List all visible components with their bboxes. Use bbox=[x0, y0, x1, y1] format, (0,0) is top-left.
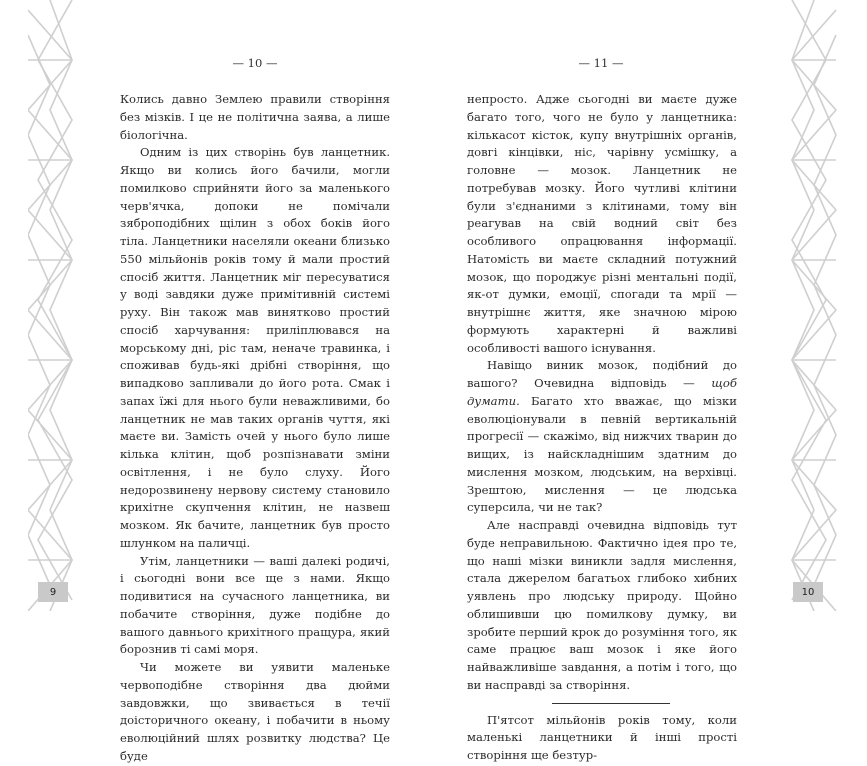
left-paragraph-3: Утім, ланцетники — ваші далекі родичі, і сьогодні вони все ще з нами. Якщо подивитися на сучасного ланцетника, ви побачите створіння, дуже подібне до вашого давнього крихітного пращура, який борознив ті самі моря. bbox=[120, 553, 390, 657]
geometric-border-left bbox=[28, 0, 90, 611]
left-page-header: — 10 — bbox=[232, 56, 278, 70]
left-page-body bbox=[120, 91, 390, 766]
right-page-header: — 11 — bbox=[578, 56, 624, 70]
right-paragraph-2-emphasis: щоб думати bbox=[467, 376, 737, 408]
left-paragraph-1: Колись давно Землею правили створіння без мізків. І це не політична заява, а лише біологічна. bbox=[120, 92, 390, 142]
section-divider bbox=[552, 703, 670, 704]
right-page-number: 10 bbox=[793, 582, 823, 602]
left-page-number: 9 bbox=[38, 582, 68, 602]
right-paragraph-2-end: . Багато хто вважає, що мізки еволюціонували в певній вертикальній прогресії — скажімо, від нижчих тварин до вищих, із найскладнішим здатним до мислення мозком, людським, на верхівці. Зрештою, мислення — це людська суперсила, чи не так? bbox=[467, 393, 737, 515]
right-paragraph-2-start: Навіщо виник мозок, подібний до вашого? Очевидна відповідь — bbox=[467, 358, 737, 390]
right-paragraph-1: непросто. Адже сьогодні ви маєте дуже багато того, чого не було у ланцетника: кількасот кісток, купу внутрішніх органів, довгі кінцівки, ніс, чарівну усмішку, а головне — мозок. Ланцетник не потребував мозку. Його чутливі клітини були з'єднаними з клітинами, тому він реагував на свій водний світ без особливого опрацювання інформації. Натомість ви маєте складний потужний мозок, що породжує різні ментальні події, як-от думки, емоції, спогади та мрії — внутрішнє життя, яке значною мірою формують характерні й важливі особливості вашого існування. bbox=[467, 92, 737, 355]
right-page-body bbox=[467, 91, 737, 765]
geometric-border-right bbox=[776, 0, 838, 611]
right-paragraph-3: Але насправді очевидна відповідь тут буде неправильною. Фактично ідея про те, що наші мізки виникли задля мислення, стала джерелом багатьох глибоко хибних уявлень про людську природу. Щойно облишивши цю помилкову думку, ви зробите перший крок до розуміння того, як саме працює ваш мозок і яке його найважливіше завдання, а потім і того, що ви насправді за створіння. bbox=[467, 518, 737, 692]
right-paragraph-4: П'ятсот мільйонів років тому, коли маленькі ланцетники й інші прості створіння ще безтур- bbox=[467, 712, 737, 762]
left-paragraph-2: Одним із цих створінь був ланцетник. Якщо ви колись його бачили, могли помилково сприйняти його за маленького черв'ячка, допоки не помічали зяброподібних щілин з обох боків його тіла. Ланцетники населяли океани близько 550 мільйонів років тому й мали простий спосіб життя. Ланцетник міг пересуватися у воді завдяки дуже примітивній системі руху. Він також мав винятково простий спосіб харчування: приліплювався на морському дні, ріс там, неначе травинка, і споживав будь-які дрібні створіння, що випадково запливали до його рота. Смак і запах їжі для нього були неважливими, бо ланцетник не мав таких органів чуття, які маєте ви. Замість очей у нього було лише кілька клітин, щоб розпізнавати зміни освітлення, і не було слуху. Його недорозвинену нервову систему становило крихітне скупчення клітин, не назвеш мозком. Як бачите, ланцетник був просто шлунком на паличці. bbox=[120, 145, 390, 550]
left-paragraph-4: Чи можете ви уявити маленьке червоподібне створіння два дюйми завдовжки, що звивається в течії доісторичного океану, і побачити в ньому еволюційний шлях розвитку людства? Це буде bbox=[120, 660, 390, 763]
right-paragraph-2 bbox=[467, 357, 737, 517]
